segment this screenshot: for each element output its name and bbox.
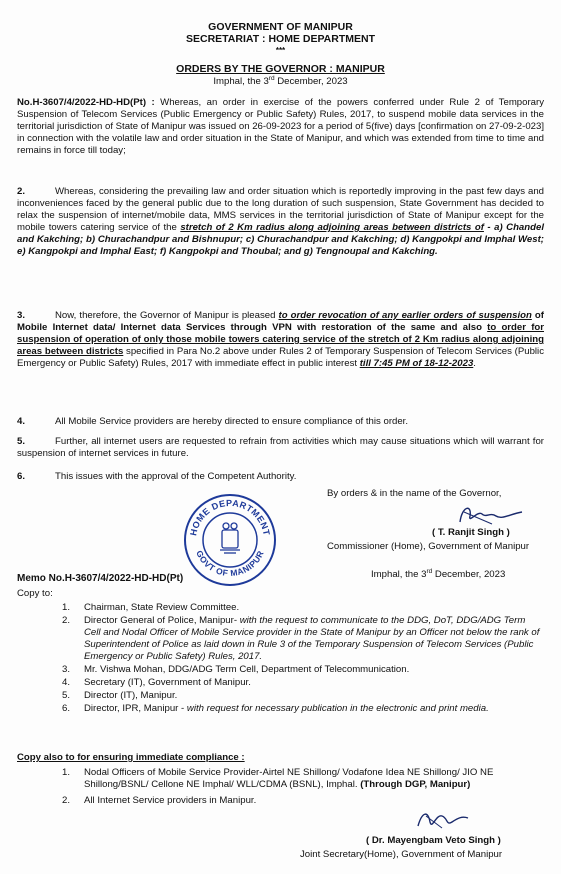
copy-to-label: Copy to: [17,588,53,599]
orders-title: ORDERS BY THE GOVERNOR : MANIPUR [176,63,385,75]
svg-text:HOME DEPARTMENT [188,498,272,537]
copy-to-list [62,602,542,716]
order-date: Imphal, the 3rd December, 2023 [213,74,348,87]
joint-secretary-designation: Joint Secretary(Home), Government of Manipur [300,849,503,860]
list-item: 4. Secretary (IT), Government of Manipur. [62,677,251,688]
seal-bottom-text: GOVT OF MANIPUR [194,548,266,579]
home-department-seal [182,492,278,588]
paragraph-5: 5. Further, all internet users are requested to refrain from activities which may cause situations which will warrant for suspension of internet services in future. [17,436,544,459]
secretariat-title: SECRETARIAT : HOME DEPARTMENT [186,33,375,45]
list-item: 1. Chairman, State Review Committee. [62,602,240,613]
separator-stars: *** [275,46,286,55]
list-item: 6. Director, IPR, Manipur - with request for necessary publication in the electronic and print media. [62,703,489,714]
commissioner-signature [452,500,532,530]
copy-also-heading: Copy also to for ensuring immediate compliance : [17,752,245,763]
commissioner-name: ( T. Ranjit Singh ) [432,527,510,538]
paragraph-1: No.H-3607/4/2022-HD-HD(Pt) : Whereas, an order in exercise of the powers conferred under Rule 2 of Temporary Suspension of Telecom Services (Public Emergency or Public Safety) Rules, 2017, to suspend mobile data services in the territorial jurisdiction of State of Manipur was issued on 26-09-2023 for a period of 5(five) days [confirmation on 27-09-2-023] in connection with the volatile law and order situation in the State of Manipur, and which was extended from time to time and remains in force till today; [17,97,544,156]
memo-date: Imphal, the 3rd December, 2023 [371,567,506,580]
list-item: 3. Mr. Vishwa Mohan, DDG/ADG Term Cell, Department of Telecommunication. [62,664,410,675]
government-title: GOVERNMENT OF MANIPUR [208,21,353,33]
emblem-icon [220,523,240,553]
list-item: 2. All Internet Service providers in Manipur. [62,795,257,806]
list-item: 5. Director (IT), Manipur. [62,690,178,701]
memo-reference: Memo No.H-3607/4/2022-HD-HD(Pt) [17,573,184,584]
list-item: 2. Director General of Police, Manipur- with the request to communicate to the DDG, DoT, DDG/ADG Term Cell and Nodal Officer of Mobile Service provider in the State of Manipur by an Officer not below the rank of Superintendent of Police as laid down in Rule 3 of the Temporary Suspension of Telecom Services (Public Emergency or Public Safety) Rules, 2017. [62,615,540,662]
order-reference: No.H-3607/4/2022-HD-HD(Pt) : [17,97,155,108]
paragraph-6: 6. This issues with the approval of the Competent Authority. [17,471,297,482]
seal-top-text: HOME DEPARTMENT [188,497,272,537]
paragraph-2: 2. Whereas, considering the prevailing law and order situation which is reportedly improving in the past few days and inconveniences faced by the general public due to the long duration of such suspension, State Government has decided to relax the suspension of internet/mobile data, MMS services in the territorial jurisdiction of State of Manipur except for the mobile towers catering service of the stretch of 2 Km radius along adjoining areas between districts of - a) Chandel and Kakching; b) Churachandpur and Bishnupur; c) Churachandpur and Kakching; d) Kangpokpi and Imphal West; e) Kangpokpi and Imphal East; f) Kangpokpi and Thoubal; and g) Tengnoupal and Kakching. [17,186,544,257]
joint-secretary-signature [412,806,472,834]
by-orders-line: By orders & in the name of the Governor, [327,488,502,499]
copy-also-list [62,767,542,808]
paragraph-3: 3. Now, therefore, the Governor of Manipur is pleased to order revocation of any earlier orders of suspension of Mobile Internet data/ Internet data Services through VPN with restoration of the same and also to order for suspension of operation of only those mobile towers catering service of the stretch of 2 Km radius along adjoining areas between districts specified in Para No.2 above under Rules 2 of Temporary Suspension of Telecom Services (Public Emergency or Public Safety) Rules, 2017 with immediate effect in public interest till 7:45 PM of 18-12-2023. [17,310,544,369]
paragraph-4: 4. All Mobile Service providers are hereby directed to ensure compliance of this order. [17,416,409,427]
list-item: 1. Nodal Officers of Mobile Service Provider-Airtel NE Shillong/ Vodafone Idea NE Shillong/ JIO NE Shillong/BSNL/ Cellone NE Imphal/ WLL/CDMA (BSNL), Imphal. (Through DGP, Manipur) [62,767,494,790]
joint-secretary-name: ( Dr. Mayengbam Veto Singh ) [366,835,501,846]
commissioner-designation: Commissioner (Home), Government of Manipur [327,541,530,552]
